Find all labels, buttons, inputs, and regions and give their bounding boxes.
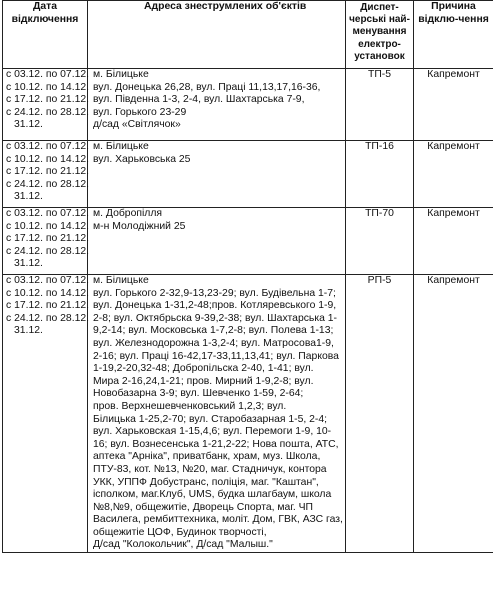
header-dispatch-name: Диспет-черські най-менування електро-установок xyxy=(346,1,414,69)
date-cell xyxy=(3,275,88,553)
table-row xyxy=(3,275,494,553)
date-cell xyxy=(3,69,88,141)
station-cell: ТП-70 xyxy=(346,208,414,275)
station-cell: РП-5 xyxy=(346,275,414,553)
address-line: вул. Донецька 26,28, вул. Праці 11,13,17,16-36, xyxy=(93,81,321,93)
reason-cell: Капремонт xyxy=(414,69,494,141)
address-line: Василега, рембиттехника, моліт. Дом, ГВК, АЗС газ, xyxy=(93,514,343,526)
date-range: с 03.12. по 07.12. xyxy=(6,208,90,219)
date-range: с 03.12. по 07.12. xyxy=(6,69,90,80)
address-line: Мира 2-16,24,1-21; пров. Мирний 1-9,2-8; вул. xyxy=(93,375,314,387)
date-range: с 10.12. по 14.12. xyxy=(6,287,90,299)
address-line: вул. Донецька 1-31,2-48;пров. Котляревського 1-9, xyxy=(93,300,337,312)
address-cell xyxy=(88,275,346,553)
table-row xyxy=(3,208,494,275)
address-line: м. Білицьке xyxy=(93,69,149,80)
address-line: вул. Железнодорожна 1-3,2-4; вул. Матросова1-9, xyxy=(93,337,334,349)
date-range: с 10.12. по 14.12. xyxy=(6,220,90,232)
address-line: 16; вул. Вознесенська 1-21,2-22; Нова пошта, АТС, xyxy=(93,438,339,450)
date-range: с 03.12. по 07.12. xyxy=(6,275,90,286)
station-cell: ТП-5 xyxy=(346,69,414,141)
header-reason: Причина відклю-чення xyxy=(414,1,494,69)
address-line: Новобазарна 3-9; вул. Шевченко 1-59, 2-64; xyxy=(93,388,304,400)
date-range: 31.12. xyxy=(14,258,43,270)
reason-cell: Капремонт xyxy=(414,275,494,553)
date-range: с 24.12. по 28.12. xyxy=(6,245,90,257)
date-range: с 17.12. по 21.12. xyxy=(6,233,90,245)
outage-schedule-page xyxy=(2,0,493,599)
date-range: с 17.12. по 21.12. xyxy=(6,94,90,106)
address-line: д/сад «Світлячок» xyxy=(93,119,181,131)
address-line: м. Добропілля xyxy=(93,208,163,219)
address-line: вул. Південна 1-3, 2-4, вул. Шахтарська 7-9, xyxy=(93,94,305,106)
address-cell xyxy=(88,208,346,275)
address-line: Білицька 1-25,2-70; вул. Старобазарная 1-5, 2-4; xyxy=(93,413,328,425)
date-range: с 10.12. по 14.12. xyxy=(6,153,90,165)
table-header-row xyxy=(3,1,494,69)
date-range: с 03.12. по 07.12. xyxy=(6,141,90,152)
address-line: общежитіе ЦОФ, Будинок творчості, xyxy=(93,526,267,538)
address-line: пров. Верхнешевченковський 1,2,3; вул. xyxy=(93,400,287,412)
address-cell xyxy=(88,141,346,208)
reason-cell: Капремонт xyxy=(414,208,494,275)
table-row xyxy=(3,69,494,141)
address-line: ісполком, маг.Клуб, UMS, будка шлагбаум, школа xyxy=(93,489,332,501)
address-line: 9,2-14; вул. Московська 1-7,2-8; вул. Полева 1-13; xyxy=(93,325,334,337)
date-range: 31.12. xyxy=(14,119,43,131)
address-cell xyxy=(88,69,346,141)
date-range: с 17.12. по 21.12. xyxy=(6,166,90,178)
date-range: 31.12. xyxy=(14,325,43,337)
address-line: вул. Горького 2-32,9-13,23-29; вул. Будівельна 1-7; xyxy=(93,287,336,299)
address-line: УКК, УППФ Добустранс, поліція, маг. "Каштан", xyxy=(93,476,319,488)
header-date: Дата відключення xyxy=(3,1,88,69)
reason-cell: Капремонт xyxy=(414,141,494,208)
address-line: 2-16; вул. Праці 16-42,17-33,11,13,41; вул. Паркова xyxy=(93,350,339,362)
date-cell xyxy=(3,208,88,275)
date-range: с 24.12. по 28.12. xyxy=(6,178,90,190)
station-cell: ТП-16 xyxy=(346,141,414,208)
date-range: с 24.12. по 28.12. xyxy=(6,106,90,118)
date-range: с 10.12. по 14.12. xyxy=(6,81,90,93)
table-row xyxy=(3,141,494,208)
address-line: вул. Харьковская 1-15,4,6; вул. Перемоги 1-9, 10- xyxy=(93,426,332,438)
outage-table xyxy=(2,0,493,553)
date-range: с 24.12. по 28.12. xyxy=(6,312,90,324)
address-line: 2-8; вул. Октябрьска 9-39,2-38; вул. Шахтарська 1- xyxy=(93,312,338,324)
date-range: 31.12. xyxy=(14,191,43,203)
address-line: м-н Молодіжний 25 xyxy=(93,220,186,232)
table-body xyxy=(3,69,494,553)
address-line: ПТУ-83, кот. №13, №20, маг. Стадничук, контора xyxy=(93,463,327,475)
address-line: 1-19,2-20,32-48; Добропільска 2-40, 1-41; вул. xyxy=(93,363,314,375)
address-line: Д/сад "Колокольчик", Д/сад "Малыш." xyxy=(93,539,273,551)
address-line: аптека "Арніка", приватбанк, храм, муз. Школа, xyxy=(93,451,321,463)
date-range: с 17.12. по 21.12. xyxy=(6,300,90,312)
address-line: м. Білицьке xyxy=(93,141,149,152)
date-cell xyxy=(3,141,88,208)
address-line: м. Білицьке xyxy=(93,275,149,286)
header-address: Адреса знеструмлених об'єктів xyxy=(88,1,346,69)
address-line: вул. Харьковська 25 xyxy=(93,153,191,165)
address-line: №8,№9, общежитіе, Дворець Спорта, маг. ЧП xyxy=(93,501,314,513)
address-line: вул. Горького 23-29 xyxy=(93,106,187,118)
